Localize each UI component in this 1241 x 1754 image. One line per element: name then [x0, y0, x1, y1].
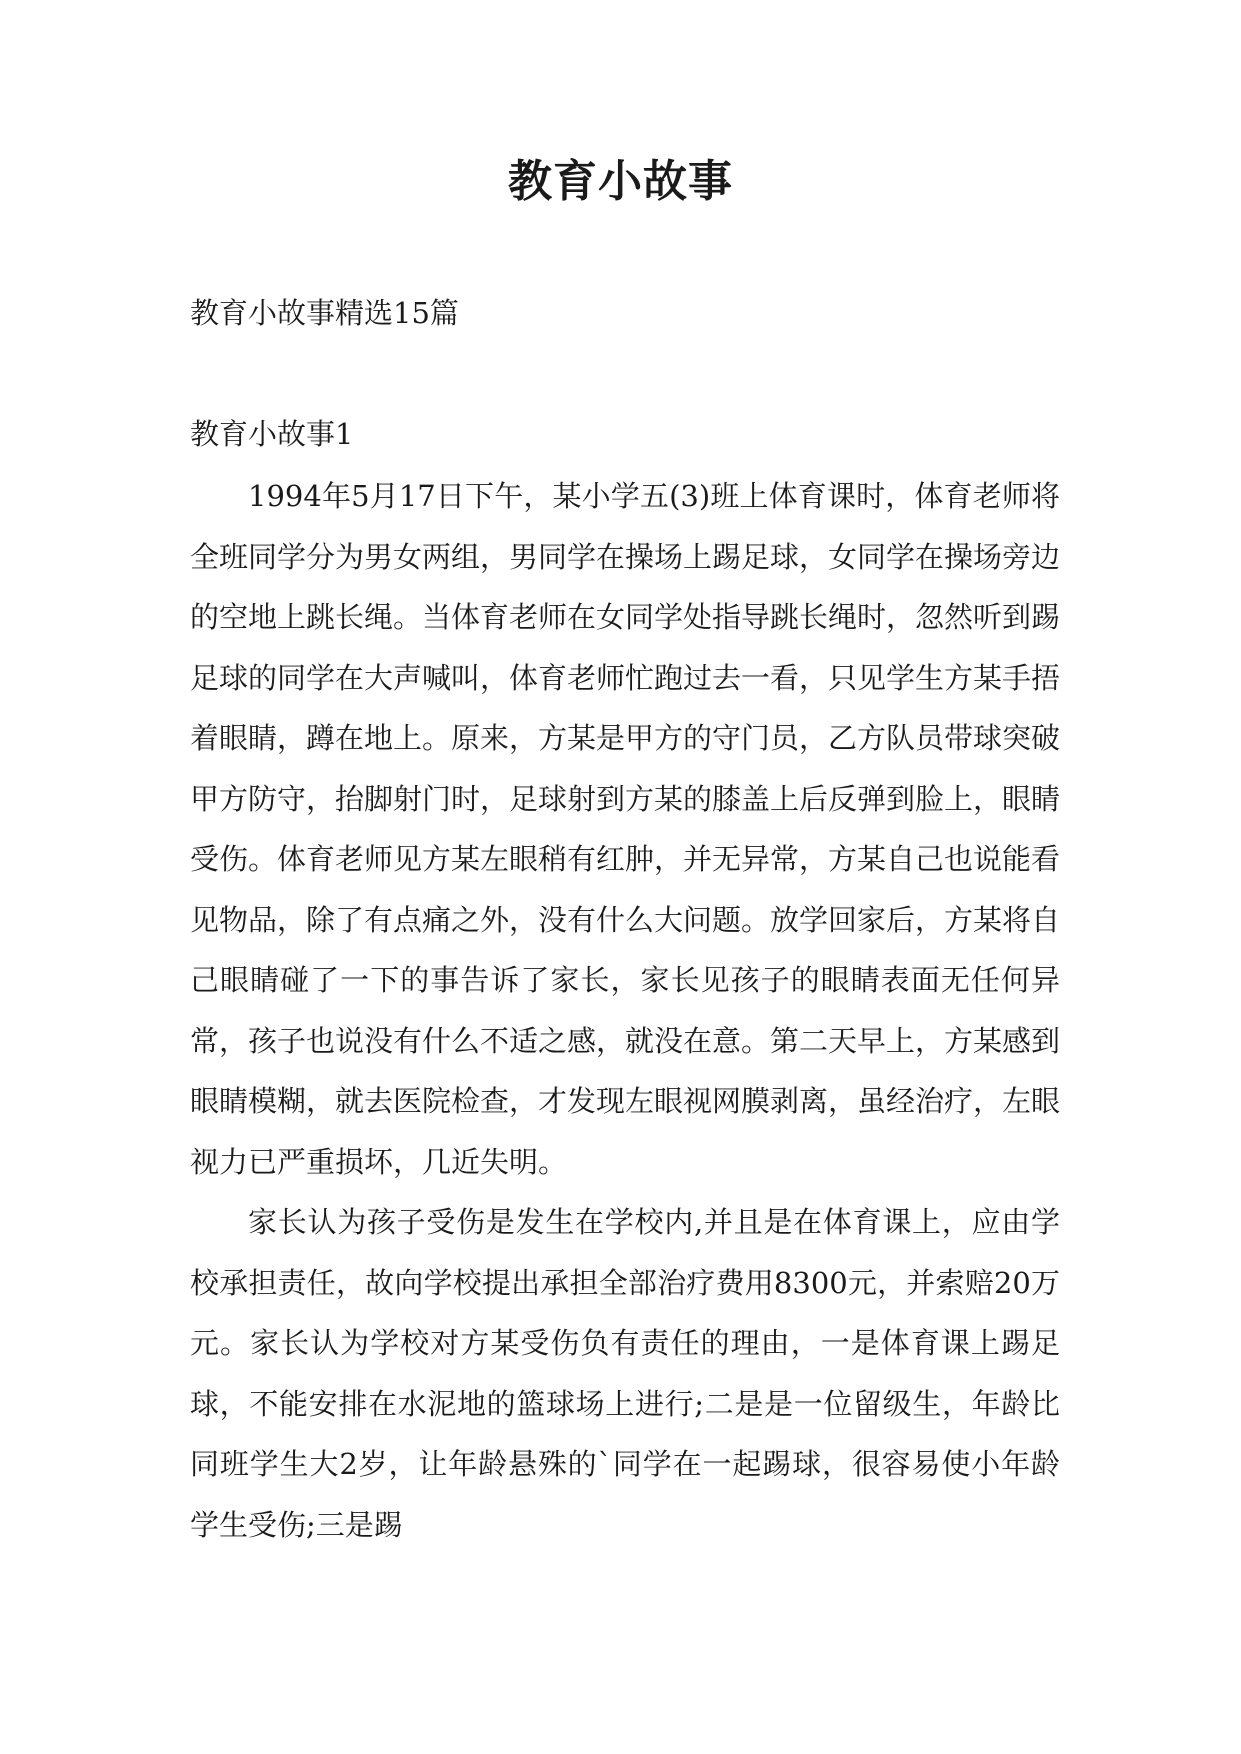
section-heading: 教育小故事1 [190, 417, 354, 451]
document-subtitle: 教育小故事精选15篇 [190, 296, 459, 330]
story-paragraph-1: 1994年5月17日下午，某小学五(3)班上体育课时，体育老师将全班同学分为男女两组，男同学在操场上踢足球，女同学在操场旁边的空地上跳长绳。当体育老师在女同学处指导跳长绳时，忽然听到踢足球的同学在大声喊叫，体育老师忙跑过去一看，只见学生方某手捂着眼睛，蹲在地上。原来，方某是甲方的守门员，乙方队员带球突破甲方防守，抬脚射门时，足球射到方某的膝盖上后反弹到脸上，眼睛受伤。体育老师见方某左眼稍有红肿，并无异常，方某自己也说能看见物品，除了有点痛之外，没有什么大问题。放学回家后，方某将自己眼睛碰了一下的事告诉了家长，家长见孩子的眼睛表面无任何异常，孩子也说没有什么不适之感，就没在意。第二天早上，方某感到眼睛模糊，就去医院检查，才发现左眼视网膜剥离，虽经治疗，左眼视力已严重损坏，几近失明。 [190, 479, 1061, 1179]
story-body [190, 466, 1060, 1555]
document-title: 教育小故事 [508, 156, 733, 207]
story-paragraph-2: 家长认为孩子受伤是发生在学校内,并且是在体育课上，应由学校承担责任，故向学校提出承担全部治疗费用8300元，并索赔20万元。家长认为学校对方某受伤负有责任的理由，一是体育课上踢足球，不能安排在水泥地的篮球场上进行;二是是一位留级生，年龄比同班学生大2岁，让年龄悬殊的`同学在一起踢球，很容易使小年龄学生受伤;三是踢 [190, 1205, 1060, 1542]
